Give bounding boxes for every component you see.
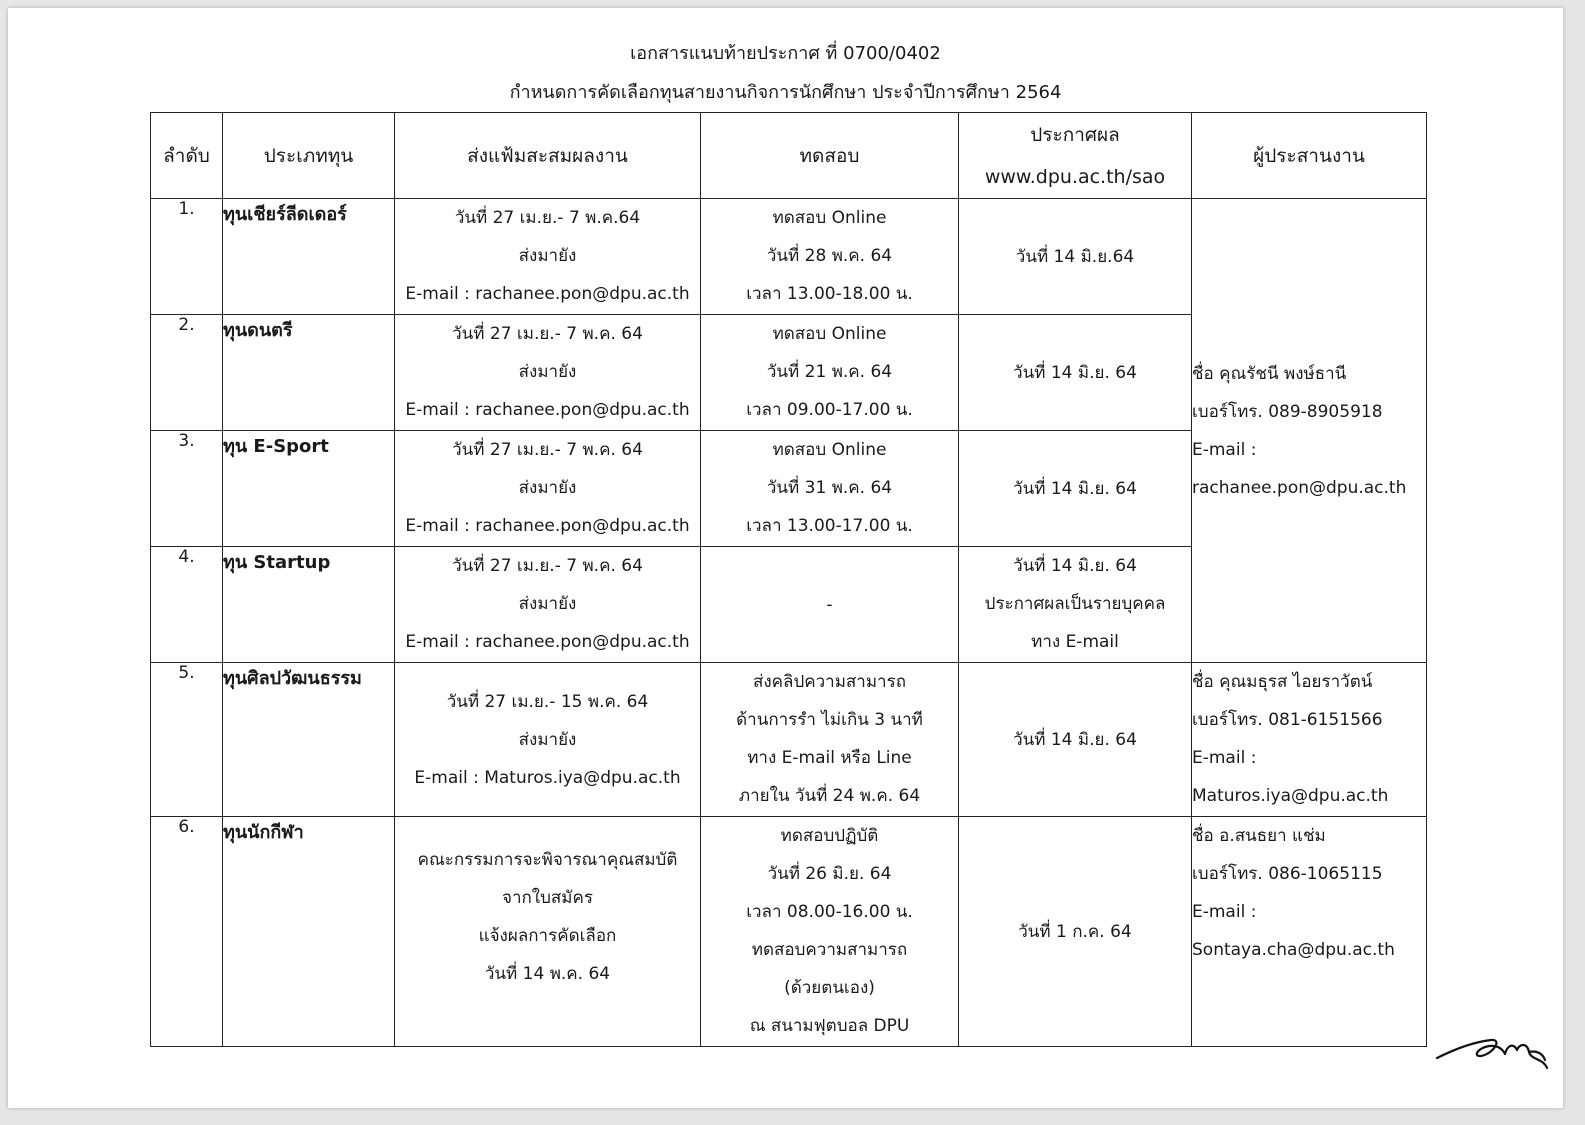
test-line: เวลา 09.00-17.00 น. <box>746 400 913 420</box>
portfolio-cell <box>395 817 701 1047</box>
portfolio-line: วันที่ 27 เม.ย.- 7 พ.ค. 64 <box>452 556 643 576</box>
portfolio-cell <box>395 431 701 547</box>
portfolio-line: ส่งมายัง <box>518 478 577 498</box>
portfolio-line: E-mail : rachanee.pon@dpu.ac.th <box>405 284 690 304</box>
header-announce <box>959 113 1192 199</box>
header-announce-line: ประกาศผล <box>1030 123 1120 146</box>
coordinator-email-label: E-mail : <box>1192 748 1257 768</box>
scholarship-type: ทุนดนตรี <box>223 315 395 431</box>
coordinator-phone: เบอร์โทร. 089-8905918 <box>1192 401 1383 422</box>
scholarship-type: ทุน E-Sport <box>223 431 395 547</box>
test-line: ภายใน วันที่ 24 พ.ค. 64 <box>738 786 921 806</box>
portfolio-line: ส่งมายัง <box>518 362 577 382</box>
row-number: 5. <box>151 663 223 817</box>
scholarship-type: ทุนเชียร์ลีดเดอร์ <box>223 199 395 315</box>
header-coordinator: ผู้ประสานงาน <box>1192 113 1427 199</box>
test-line: ทดสอบ Online <box>772 208 887 228</box>
test-line: เวลา 13.00-18.00 น. <box>746 284 913 304</box>
announce-cell <box>959 817 1192 1047</box>
coordinator-email: Sontaya.cha@dpu.ac.th <box>1192 940 1395 960</box>
shared-coordinator-cell <box>1192 199 1427 663</box>
portfolio-line: แจ้งผลการคัดเลือก <box>478 926 617 946</box>
portfolio-line: E-mail : rachanee.pon@dpu.ac.th <box>405 516 690 536</box>
header-type: ประเภททุน <box>223 113 395 199</box>
test-line: ทดสอบความสามารถ <box>751 940 908 960</box>
coordinator-email-label: E-mail : <box>1192 902 1257 922</box>
announce-line: ทาง E-mail <box>1031 632 1119 652</box>
coordinator-name: ชื่อ คุณรัชนี พงษ์ธานี <box>1192 363 1347 384</box>
announce-line: วันที่ 14 มิ.ย.64 <box>1015 246 1135 267</box>
test-line: (ด้วยตนเอง) <box>784 978 875 998</box>
test-line: เวลา 08.00-16.00 น. <box>746 902 913 922</box>
test-line: วันที่ 26 มิ.ย. 64 <box>767 864 892 884</box>
announce-line: วันที่ 14 มิ.ย. 64 <box>1013 478 1137 499</box>
announce-line: วันที่ 14 มิ.ย. 64 <box>1013 556 1137 576</box>
portfolio-line: วันที่ 27 เม.ย.- 7 พ.ค.64 <box>454 208 641 228</box>
document-page <box>8 8 1563 1108</box>
coordinator-email-label: E-mail : <box>1192 439 1257 460</box>
coordinator-phone: เบอร์โทร. 081-6151566 <box>1192 710 1383 730</box>
portfolio-line: จากใบสมัคร <box>502 888 593 908</box>
scholarship-type: ทุน Startup <box>223 547 395 663</box>
portfolio-line: E-mail : rachanee.pon@dpu.ac.th <box>405 400 690 420</box>
coordinator-cell <box>1192 817 1427 1047</box>
portfolio-cell <box>395 199 701 315</box>
table-row <box>151 817 1427 1047</box>
test-line: ด้านการรำ ไม่เกิน 3 นาที <box>736 710 923 730</box>
portfolio-line: E-mail : Maturos.iya@dpu.ac.th <box>414 767 681 788</box>
coordinator-email: Maturos.iya@dpu.ac.th <box>1192 786 1389 806</box>
test-cell <box>701 817 959 1047</box>
coordinator-cell <box>1192 663 1427 817</box>
test-line: ส่งคลิปความสามารถ <box>752 672 907 692</box>
announce-cell <box>959 547 1192 663</box>
test-line: ทดสอบปฏิบัติ <box>780 826 879 846</box>
coordinator-name: ชื่อ อ.สนธยา แช่ม <box>1192 826 1326 846</box>
schedule-table <box>150 112 1427 1047</box>
coordinator-email: rachanee.pon@dpu.ac.th <box>1192 477 1407 498</box>
test-line: ทดสอบ Online <box>772 324 887 344</box>
test-cell <box>701 315 959 431</box>
test-line: เวลา 13.00-17.00 น. <box>746 516 913 536</box>
row-number: 3. <box>151 431 223 547</box>
portfolio-line: คณะกรรมการจะพิจารณาคุณสมบัติ <box>417 850 678 870</box>
table-row <box>151 199 1427 315</box>
portfolio-line: วันที่ 27 เม.ย.- 15 พ.ค. 64 <box>446 691 649 712</box>
test-line: วันที่ 28 พ.ค. 64 <box>766 246 893 266</box>
announce-line: วันที่ 14 มิ.ย. 64 <box>1013 362 1137 383</box>
header-announce-url: www.dpu.ac.th/sao <box>984 165 1166 188</box>
scholarship-type: ทุนนักกีฬา <box>223 817 395 1047</box>
announce-cell <box>959 663 1192 817</box>
portfolio-cell <box>395 547 701 663</box>
coordinator-phone: เบอร์โทร. 086-1065115 <box>1192 864 1383 884</box>
test-line: วันที่ 21 พ.ค. 64 <box>766 362 893 382</box>
portfolio-line: E-mail : rachanee.pon@dpu.ac.th <box>405 632 690 652</box>
portfolio-line: วันที่ 14 พ.ค. 64 <box>484 964 611 984</box>
test-cell <box>701 663 959 817</box>
test-cell <box>701 431 959 547</box>
document-subtitle: กำหนดการคัดเลือกทุนสายงานกิจการนักศึกษา ประจำปีการศึกษา 2564 <box>509 82 1062 103</box>
portfolio-line: วันที่ 27 เม.ย.- 7 พ.ค. 64 <box>452 440 643 460</box>
announce-cell <box>959 315 1192 431</box>
announce-line: วันที่ 1 ก.ค. 64 <box>1018 921 1132 942</box>
header-test: ทดสอบ <box>701 113 959 199</box>
scholarship-type: ทุนศิลปวัฒนธรรม <box>223 663 395 817</box>
test-line: ทดสอบ Online <box>772 440 887 460</box>
portfolio-line: ส่งมายัง <box>518 246 577 266</box>
announce-cell <box>959 431 1192 547</box>
announce-line: วันที่ 14 มิ.ย. 64 <box>1013 729 1137 750</box>
row-number: 6. <box>151 817 223 1047</box>
signature-mark <box>1433 1020 1553 1075</box>
header-portfolio: ส่งแฟ้มสะสมผลงาน <box>395 113 701 199</box>
test-line: - <box>826 594 833 615</box>
row-number: 2. <box>151 315 223 431</box>
test-cell <box>701 199 959 315</box>
document-title: เอกสารแนบท้ายประกาศ ที่ 0700/0402 <box>630 43 941 64</box>
table-header-row <box>151 113 1427 199</box>
test-line: วันที่ 31 พ.ค. 64 <box>766 478 893 498</box>
portfolio-line: ส่งมายัง <box>518 729 577 750</box>
header-no: ลำดับ <box>151 113 223 199</box>
portfolio-line: วันที่ 27 เม.ย.- 7 พ.ค. 64 <box>452 324 643 344</box>
table-row <box>151 663 1427 817</box>
test-line: ณ สนามฟุตบอล DPU <box>749 1016 910 1036</box>
portfolio-cell <box>395 663 701 817</box>
announce-line: ประกาศผลเป็นรายบุคคล <box>984 594 1166 614</box>
test-cell <box>701 547 959 663</box>
row-number: 1. <box>151 199 223 315</box>
portfolio-cell <box>395 315 701 431</box>
row-number: 4. <box>151 547 223 663</box>
test-line: ทาง E-mail หรือ Line <box>747 748 912 768</box>
announce-cell <box>959 199 1192 315</box>
coordinator-name: ชื่อ คุณมธุรส ไอยราวัตน์ <box>1192 672 1373 692</box>
portfolio-line: ส่งมายัง <box>518 594 577 614</box>
